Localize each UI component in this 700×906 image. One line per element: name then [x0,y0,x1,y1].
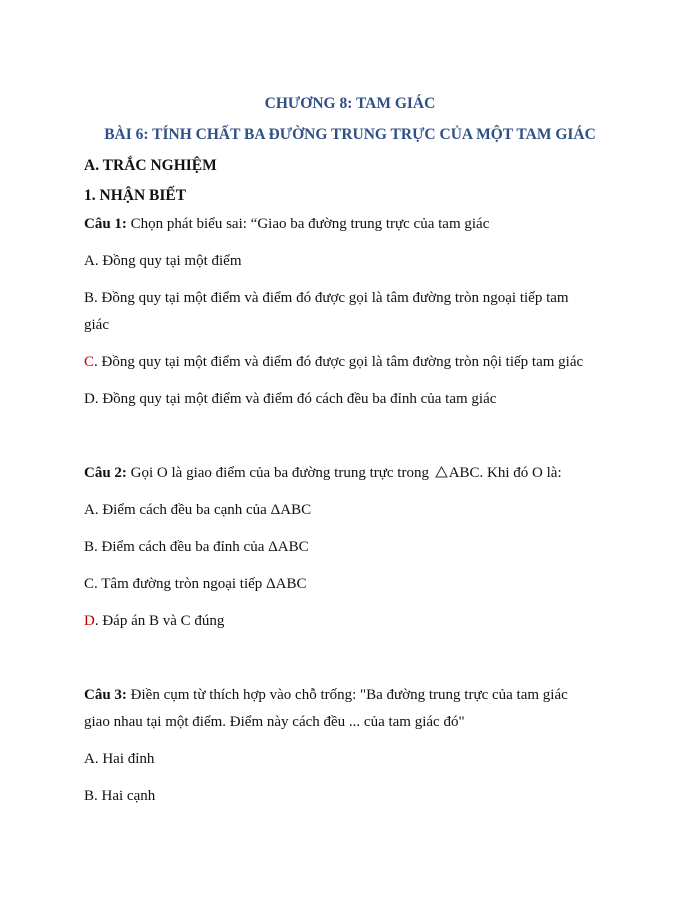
question-3-option-b [84,786,155,806]
option-letter: B [84,788,95,804]
question-3-option-a [84,749,154,769]
option-text: . Điểm cách đều ba đỉnh của ΔABC [94,539,309,555]
option-text: . Đáp án B và C đúng [94,613,225,629]
subsection-heading: 1. NHẬN BIẾT [84,187,187,204]
option-letter: A [84,751,95,767]
lesson-title: BÀI 6: TÍNH CHẤT BA ĐƯỜNG TRUNG TRỰC CỦA MỘT TAM GIÁC [104,126,596,143]
question-1 [84,214,489,234]
option-letter-correct: C [84,354,95,370]
option-text: . Hai đỉnh [94,751,155,767]
question-3 [84,685,568,705]
option-text: . Đồng quy tại một điểm và điểm đó được gọi là tâm đường tròn nội tiếp tam giác [94,354,584,370]
question-text: Điền cụm từ thích hợp vào chỗ trống: "Ba đường trung trực của tam giác [126,687,568,703]
option-text: . Hai cạnh [94,788,156,804]
question-3-continued: giao nhau tại một điểm. Điểm này cách đều ... của tam giác đó" [84,714,465,730]
option-letter-correct: D [84,613,95,629]
triangle-symbol-icon [435,466,448,478]
question-text: Gọi O là giao điểm của ba đường trung trực trong [126,465,433,481]
question-label: Câu 1: [84,216,127,232]
chapter-title: CHƯƠNG 8: TAM GIÁC [264,95,436,112]
question-text-end: ABC. Khi đó O là: [448,465,562,481]
option-letter: A [84,502,95,518]
option-text: . Đồng quy tại một điểm và điểm đó cách đều ba đỉnh của tam giác [94,391,497,407]
option-text: . Tâm đường tròn ngoại tiếp ΔABC [94,576,307,592]
question-1-option-d [84,389,496,409]
question-2 [84,463,562,483]
question-1-option-a [84,251,242,271]
option-text: . Đồng quy tại một điểm và điểm đó được gọi là tâm đường tròn ngoại tiếp tam [94,290,569,306]
option-letter: B [84,290,95,306]
question-2-option-b [84,537,309,557]
question-label: Câu 3: [84,687,127,703]
question-label: Câu 2: [84,465,127,481]
question-1-option-b-continued: giác [84,317,109,333]
option-letter: B [84,539,95,555]
option-letter: D [84,391,95,407]
option-letter: A [84,253,95,269]
option-letter: C [84,576,95,592]
option-text: . Điểm cách đều ba cạnh của ΔABC [94,502,312,518]
question-text: Chọn phát biểu sai: “Giao ba đường trung trực của tam giác [126,216,490,232]
section-heading: A. TRẮC NGHIỆM [84,157,217,174]
question-2-option-c [84,574,307,594]
option-text: . Đồng quy tại một điểm [94,253,242,269]
question-1-option-c [84,352,583,372]
question-1-option-b [84,288,569,308]
question-2-option-a [84,500,311,520]
question-2-option-d [84,611,224,631]
